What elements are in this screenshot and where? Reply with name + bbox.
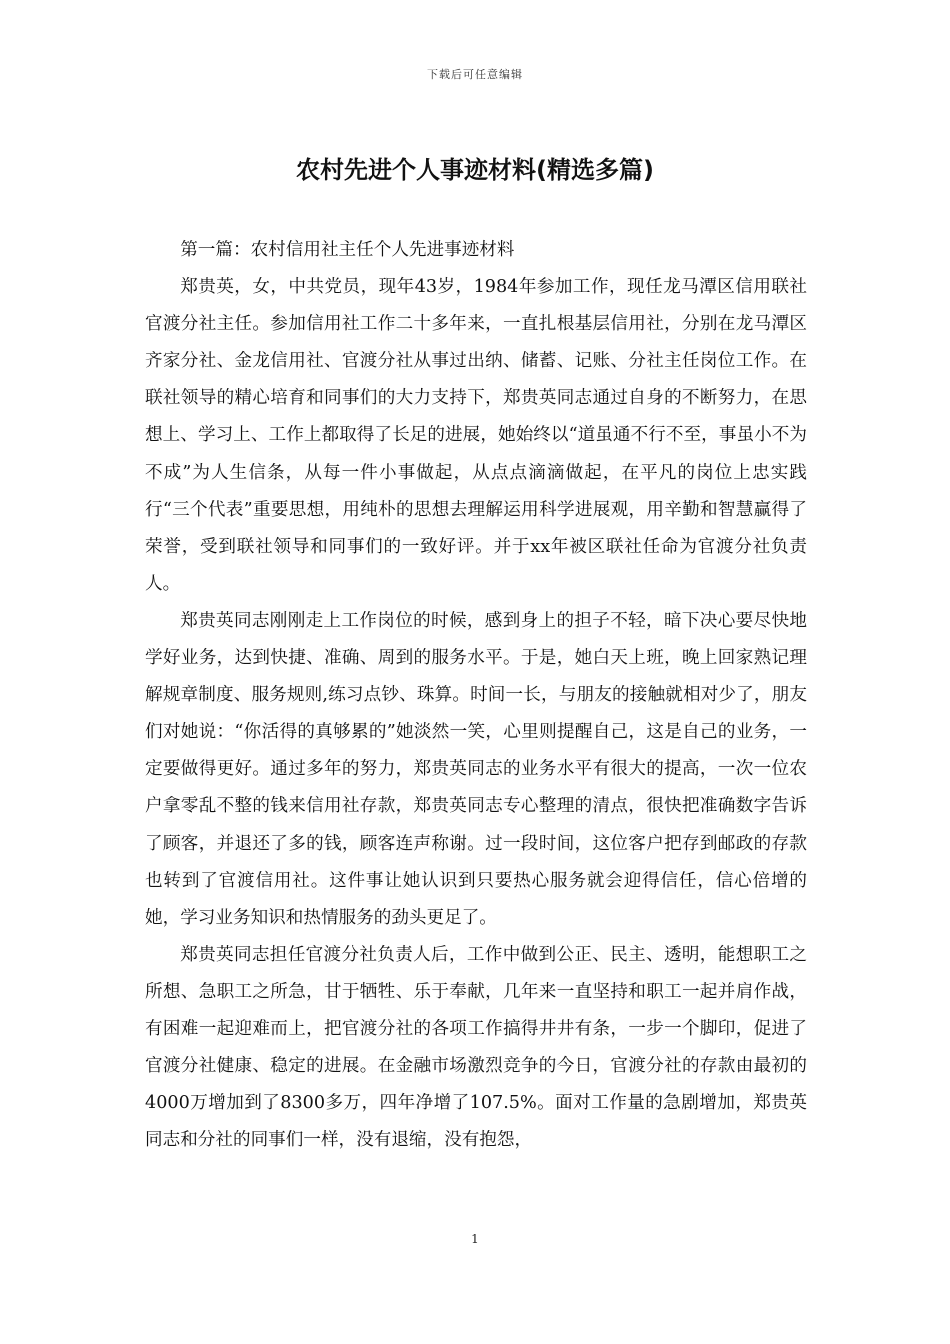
document-title: 农村先进个人事迹材料(精选多篇) bbox=[296, 156, 654, 184]
section-heading: 第一篇：农村信用社主任个人先进事迹材料 bbox=[180, 240, 515, 260]
paragraph: 郑贵英同志刚刚走上工作岗位的时候，感到身上的担子不轻，暗下决心要尽快地学好业务，达到快捷、准确、周到的服务水平。于是，她白天上班，晚上回家熟记理解规章制度、服务规则,练习点钞、珠算。时间一长，与朋友的接触就相对少了，朋友们对她说：“你活得的真够累的”她淡然一笑，心里则提醒自己，这是自己的业务，一定要做得更好。通过多年的努力，郑贵英同志的业务水平有很大的提高，一次一位农户拿零乱不整的钱来信用社存款，郑贵英同志专心整理的清点，很快把准确数字告诉了顾客，并退还了多的钱，顾客连声称谢。过一段时间，这位客户把存到邮政的存款也转到了官渡信用社。这件事让她认识到只要热心服务就会迎得信任，信心倍增的她，学习业务知识和热情服务的劲头更足了。 bbox=[145, 610, 807, 928]
header-note: 下载后可任意编辑 bbox=[427, 68, 523, 81]
paragraph: 郑贵英同志担任官渡分社负责人后，工作中做到公正、民主、透明，能想职工之所想、急职工之所急，甘于牺牲、乐于奉献，几年来一直坚持和职工一起并肩作战，有困难一起迎难而上，把官渡分社的各项工作搞得井井有条，一步一个脚印，促进了官渡分社健康、稳定的进展。在金融市场激烈竞争的今日，官渡分社的存款由最初的4000万增加到了8300多万，四年净增了107.5%。面对工作量的急剧增加，郑贵英同志和分社的同事们一样，没有退缩，没有抱怨， bbox=[145, 944, 807, 1151]
paragraph: 郑贵英，女，中共党员，现年43岁，1984年参加工作，现任龙马潭区信用联社官渡分社主任。参加信用社工作二十多年来，一直扎根基层信用社，分别在龙马潭区齐家分社、金龙信用社、官渡分社从事过出纳、储蓄、记账、分社主任岗位工作。在联社领导的精心培育和同事们的大力支持下，郑贵英同志通过自身的不断努力，在思想上、学习上、工作上都取得了长足的进展，她始终以“道虽通不行不至，事虽小不为不成”为人生信条，从每一件小事做起，从点点滴滴做起，在平凡的岗位上忠实践行“三个代表”重要思想，用纯朴的思想去理解运用科学进展观，用辛勤和智慧赢得了荣誉，受到联社领导和同事们的一致好评。并于xx年被区联社任命为官渡分社负责人。 bbox=[145, 277, 807, 594]
document-body bbox=[145, 232, 807, 1159]
page-number: 1 bbox=[471, 1232, 479, 1246]
